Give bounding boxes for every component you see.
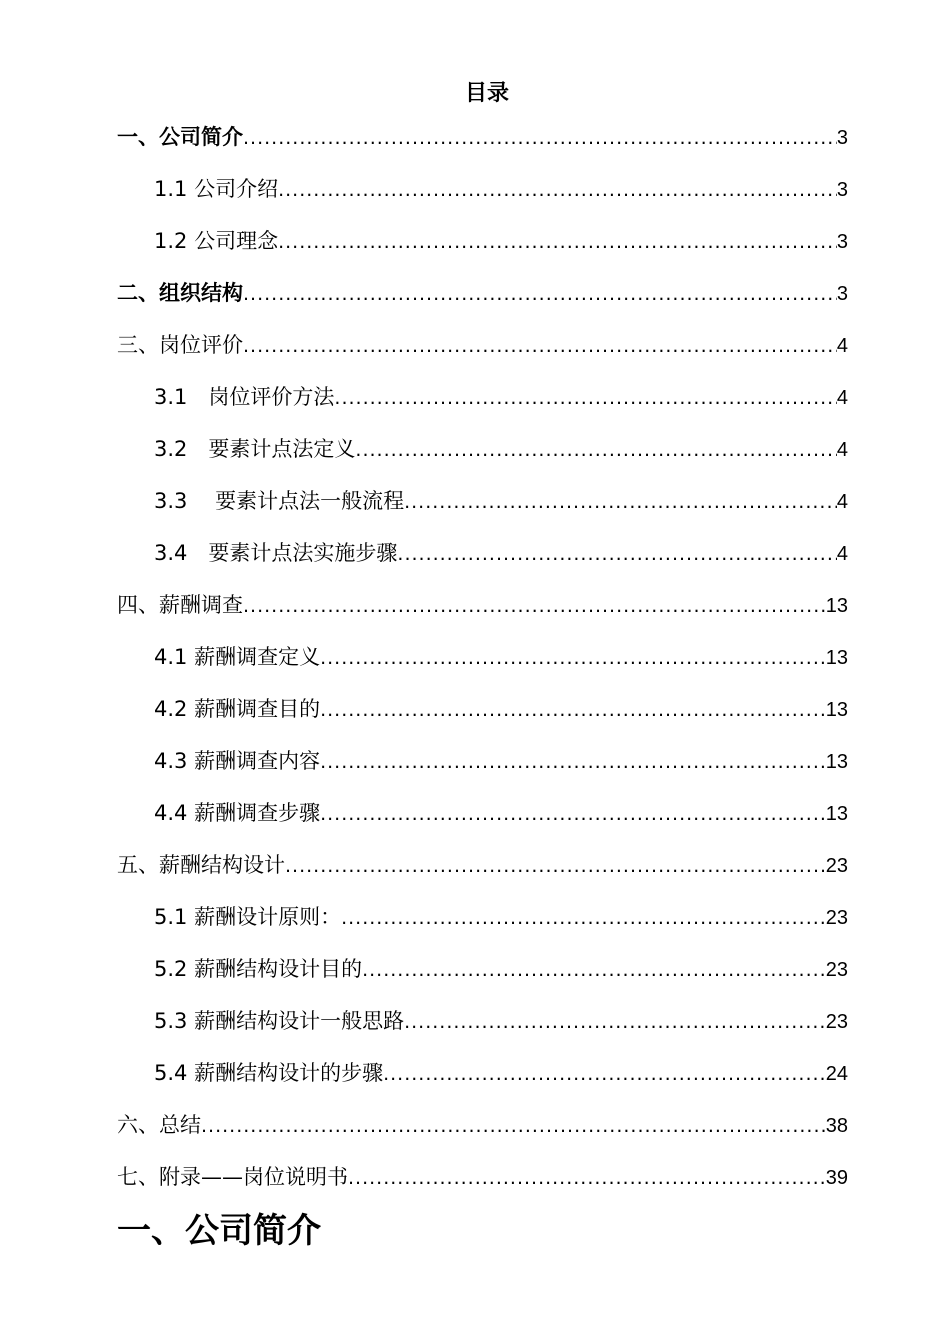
toc-entry-label: 4.1 薪酬调查定义	[154, 645, 321, 669]
toc-entry[interactable]	[117, 527, 848, 579]
dot-leader	[404, 476, 837, 528]
toc-entry-page-number: 23	[825, 1011, 848, 1033]
toc-entry-page-number: 3	[836, 283, 848, 305]
toc-entry-label: 5.4 薪酬结构设计的步骤	[154, 1061, 384, 1085]
toc-entry[interactable]	[117, 787, 848, 839]
toc-entry[interactable]	[117, 319, 848, 371]
dot-leader	[334, 372, 836, 424]
dot-leader	[201, 1100, 826, 1152]
toc-entry[interactable]	[117, 371, 848, 423]
toc-entry-label: 四、薪酬调查	[117, 593, 243, 617]
toc-entry-label: 1.2 公司理念	[154, 229, 279, 253]
toc-entry-label: 三、岗位评价	[117, 333, 243, 357]
toc-entry-page-number: 3	[836, 231, 848, 253]
toc-entry-label: 5.1 薪酬设计原则：	[154, 905, 342, 929]
toc-entry-label: 3.1 岗位评价方法	[154, 385, 335, 409]
dot-leader	[285, 840, 826, 892]
toc-entry-page-number: 13	[825, 803, 848, 825]
dot-leader	[243, 268, 837, 320]
dot-leader	[383, 1048, 826, 1100]
toc-entry-page-number: 3	[836, 127, 848, 149]
toc-entry-page-number: 23	[825, 959, 848, 981]
toc-entry[interactable]	[117, 111, 848, 163]
dot-leader	[243, 320, 837, 372]
toc-entry[interactable]	[117, 891, 848, 943]
dot-leader	[243, 112, 837, 164]
toc-entry[interactable]	[117, 163, 848, 215]
dot-leader	[320, 684, 826, 736]
toc-entry-label: 五、薪酬结构设计	[117, 853, 285, 877]
toc-entry-label: 5.3 薪酬结构设计一般思路	[154, 1009, 405, 1033]
toc-entry-page-number: 23	[825, 907, 848, 929]
toc-entry-page-number: 3	[836, 179, 848, 201]
toc-entry-page-number: 23	[825, 855, 848, 877]
toc-entry-page-number: 4	[836, 387, 848, 409]
toc-entry-page-number: 24	[825, 1063, 848, 1085]
toc-entry[interactable]	[117, 215, 848, 267]
toc-entry[interactable]	[117, 1099, 848, 1151]
toc-entry[interactable]	[117, 475, 848, 527]
toc-entry[interactable]	[117, 267, 848, 319]
toc-entry[interactable]	[117, 995, 848, 1047]
toc-entry-label: 3.4 要素计点法实施步骤	[154, 541, 398, 565]
toc-entry-label: 4.3 薪酬调查内容	[154, 749, 321, 773]
toc-entry-label: 六、总结	[117, 1113, 201, 1137]
toc-entry-page-number: 13	[825, 699, 848, 721]
toc-entry-page-number: 13	[825, 595, 848, 617]
toc-entry-page-number: 38	[825, 1115, 848, 1137]
table-of-contents	[117, 111, 848, 1203]
dot-leader	[320, 632, 826, 684]
toc-entry-page-number: 4	[836, 439, 848, 461]
toc-entry[interactable]	[117, 1047, 848, 1099]
toc-entry-page-number: 13	[825, 751, 848, 773]
toc-entry-label: 1.1 公司介绍	[154, 177, 279, 201]
dot-leader	[355, 424, 836, 476]
dot-leader	[397, 528, 836, 580]
toc-entry[interactable]	[117, 839, 848, 891]
toc-entry[interactable]	[117, 1151, 848, 1203]
toc-entry-label: 一、公司简介	[117, 125, 243, 149]
dot-leader	[278, 216, 837, 268]
toc-entry[interactable]	[117, 683, 848, 735]
dot-leader	[341, 892, 826, 944]
toc-entry-page-number: 4	[836, 491, 848, 513]
dot-leader	[362, 944, 826, 996]
toc-entry-page-number: 4	[836, 335, 848, 357]
toc-entry-page-number: 39	[825, 1167, 848, 1189]
toc-entry-label: 二、组织结构	[117, 281, 243, 305]
toc-entry-label: 3.3 要素计点法一般流程	[154, 489, 405, 513]
toc-entry-label: 5.2 薪酬结构设计目的	[154, 957, 363, 981]
dot-leader	[278, 164, 837, 216]
dot-leader	[348, 1152, 826, 1204]
toc-entry[interactable]	[117, 631, 848, 683]
toc-title: 目录	[464, 81, 509, 106]
toc-entry-label: 七、附录——岗位说明书	[117, 1165, 348, 1189]
section-heading: 一、公司简介	[117, 1211, 321, 1251]
toc-entry-page-number: 4	[836, 543, 848, 565]
toc-entry-label: 4.4 薪酬调查步骤	[154, 801, 321, 825]
toc-entry[interactable]	[117, 579, 848, 631]
toc-entry-label: 4.2 薪酬调查目的	[154, 697, 321, 721]
dot-leader	[320, 736, 826, 788]
dot-leader	[404, 996, 826, 1048]
toc-entry[interactable]	[117, 943, 848, 995]
dot-leader	[320, 788, 826, 840]
toc-entry-label: 3.2 要素计点法定义	[154, 437, 356, 461]
toc-entry[interactable]	[117, 735, 848, 787]
dot-leader	[243, 580, 826, 632]
toc-entry[interactable]	[117, 423, 848, 475]
toc-entry-page-number: 13	[825, 647, 848, 669]
